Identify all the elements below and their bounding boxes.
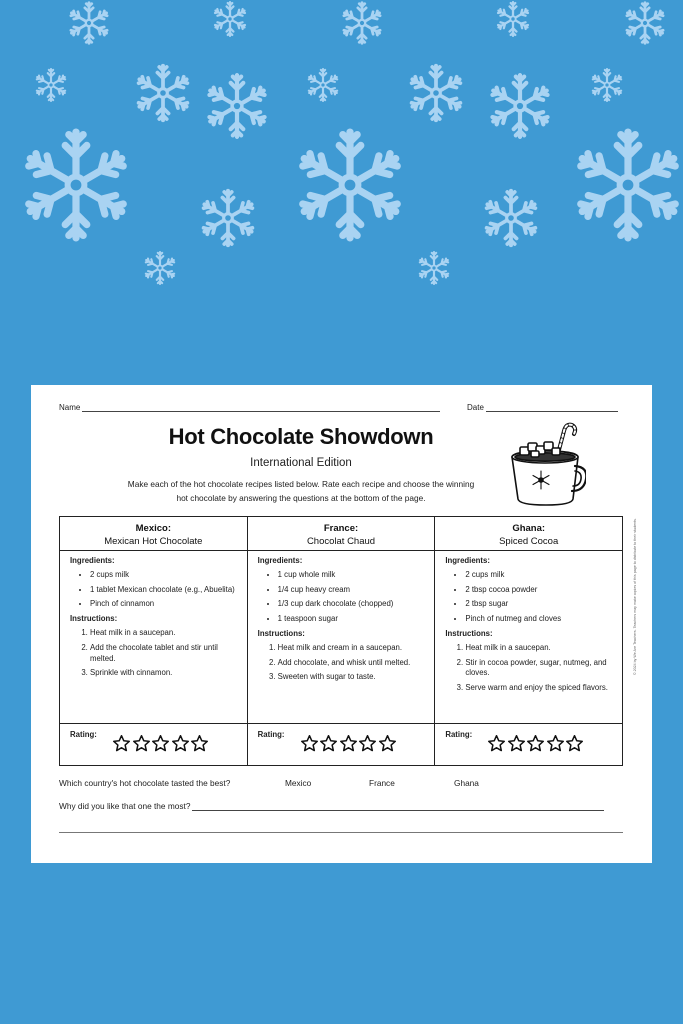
country-name: Ghana: [512, 523, 546, 534]
snowflake-icon [197, 187, 259, 249]
ingredients-heading: Ingredients: [257, 556, 303, 565]
column-header [60, 517, 247, 551]
ingredient-item: • 1 tablet Mexican chocolate (e.g., Abuelita) [90, 585, 239, 596]
snowflake-icon [132, 62, 194, 124]
star-icon[interactable] [319, 734, 338, 753]
star-icon[interactable] [190, 734, 209, 753]
ingredient-item: • Pinch of nutmeg and cloves [465, 614, 614, 625]
name-label: Name [59, 403, 81, 412]
option-mexico[interactable]: Mexico [285, 778, 312, 788]
snowflake-icon [202, 71, 272, 141]
snowflake-icon [66, 0, 112, 46]
worksheet-subtitle: International Edition [250, 457, 352, 469]
column-header [248, 517, 435, 551]
star-icon[interactable] [151, 734, 170, 753]
instruction-step: 3. Sweeten with sugar to taste. [278, 672, 427, 683]
snowflake-icon [405, 62, 467, 124]
star-icon[interactable] [112, 734, 131, 753]
hot-cocoa-mug-icon [506, 421, 586, 509]
instructions-heading: Instructions: [70, 614, 118, 624]
rating-label: Rating: [257, 730, 285, 739]
snowflake-icon [211, 0, 249, 38]
star-rating[interactable] [487, 734, 585, 753]
option-france[interactable]: France [369, 778, 395, 788]
snowflake-icon [305, 67, 341, 103]
ingredient-item: • 2 cups milk [90, 570, 239, 581]
instructions-list [445, 643, 614, 694]
drink-name: Chocolat Chaud [306, 536, 376, 547]
star-icon[interactable] [378, 734, 397, 753]
ingredient-item: • 1/3 cup dark chocolate (chopped) [278, 599, 427, 610]
instructions-heading: Instructions: [257, 628, 305, 638]
ingredients-heading: Ingredients: [445, 556, 490, 565]
recipe-body [60, 551, 247, 679]
star-icon[interactable] [132, 734, 151, 753]
snowflake-icon [568, 125, 683, 245]
instruction-step: 3. Serve warm and enjoy the spiced flavors. [465, 683, 614, 694]
ingredient-item: • Pinch of cinnamon [90, 599, 239, 610]
instruction-step: 1. Heat milk in a saucepan. [90, 628, 239, 639]
recipe-table [59, 516, 623, 766]
ingredients-list [70, 570, 239, 610]
star-icon[interactable] [358, 734, 377, 753]
instruction-step: 3. Sprinkle with cinnamon. [90, 668, 239, 679]
snowflake-icon [142, 250, 178, 286]
rating-row [248, 723, 435, 765]
ingredient-item: • 2 tbsp cocoa powder [465, 585, 614, 596]
instructions-heading: Instructions: [445, 628, 493, 638]
snowflake-icon [16, 125, 136, 245]
star-icon[interactable] [339, 734, 358, 753]
instruction-step: 2. Stir in cocoa powder, sugar, nutmeg, and cloves. [465, 658, 614, 680]
snowflake-icon [339, 0, 385, 46]
date-line[interactable] [486, 403, 618, 412]
ingredients-heading: Ingredients: [70, 556, 115, 565]
option-ghana[interactable]: Ghana [454, 778, 479, 788]
ingredient-item: • 2 tbsp sugar [465, 599, 614, 610]
rating-row [60, 723, 247, 765]
star-icon[interactable] [546, 734, 565, 753]
star-icon[interactable] [526, 734, 545, 753]
drink-name: Mexican Hot Chocolate [104, 536, 203, 547]
worksheet [31, 385, 652, 863]
ingredient-item: • 1 teaspoon sugar [278, 614, 427, 625]
star-icon[interactable] [300, 734, 319, 753]
name-field[interactable] [59, 403, 440, 412]
instruction-step: 2. Add chocolate, and whisk until melted. [278, 658, 427, 669]
recipe-body [248, 551, 435, 683]
star-icon[interactable] [487, 734, 506, 753]
ingredient-item: • 2 cups milk [465, 570, 614, 581]
why-question [59, 801, 604, 811]
ingredient-item: • 1/4 cup heavy cream [278, 585, 427, 596]
recipe-body [435, 551, 622, 694]
ingredient-item: • 1 cup whole milk [278, 570, 427, 581]
country-name: France: [323, 523, 359, 534]
intro-line-1: Make each of the hot chocolate recipes listed below. Rate each recipe and choose the winning [127, 479, 475, 489]
star-icon[interactable] [171, 734, 190, 753]
snowflake-icon [416, 250, 452, 286]
ingredients-list [445, 570, 614, 625]
star-rating[interactable] [300, 734, 398, 753]
star-icon[interactable] [507, 734, 526, 753]
snowflake-icon [33, 67, 69, 103]
star-icon[interactable] [565, 734, 584, 753]
snowflake-icon [494, 0, 532, 38]
star-rating[interactable] [112, 734, 210, 753]
ingredients-list [258, 570, 427, 625]
snowflake-icon [290, 125, 410, 245]
snowflake-icon [622, 0, 668, 46]
answer-line-2[interactable] [59, 832, 623, 833]
recipe-column-ghana [434, 517, 622, 765]
rating-row [435, 723, 622, 765]
why-answer-line[interactable] [192, 802, 604, 811]
name-line[interactable] [82, 403, 440, 412]
intro-line-2: hot chocolate by answering the questions at the bottom of the page. [176, 492, 426, 503]
instruction-step: 2. Add the chocolate tablet and stir until melted. [90, 643, 239, 665]
instructions-text [111, 478, 491, 505]
instructions-list [70, 628, 239, 679]
date-field[interactable] [467, 403, 618, 412]
snowflake-icon [485, 71, 555, 141]
country-name: Mexico: [135, 523, 172, 534]
worksheet-title: Hot Chocolate Showdown [168, 424, 434, 449]
copyright-notice: © 2024 by We Are Teachers. Teachers may make copies of this page to distribute to their students. [633, 518, 637, 675]
instructions-list [258, 643, 427, 683]
recipe-column-mexico [60, 517, 247, 765]
rating-label: Rating: [70, 730, 97, 739]
instruction-step: 1. Heat milk and cream in a saucepan. [278, 643, 427, 654]
best-country-question: Which country's hot chocolate tasted the best? [59, 778, 231, 788]
drink-name: Spiced Cocoa [499, 536, 559, 547]
column-header [435, 517, 622, 551]
rating-label: Rating: [445, 730, 473, 739]
snowflake-icon [480, 187, 542, 249]
why-label: Why did you like that one the most? [59, 801, 191, 811]
date-label: Date [467, 403, 484, 412]
instruction-step: 1. Heat milk in a saucepan. [465, 643, 614, 654]
recipe-column-france [247, 517, 435, 765]
snowflake-icon [589, 67, 625, 103]
